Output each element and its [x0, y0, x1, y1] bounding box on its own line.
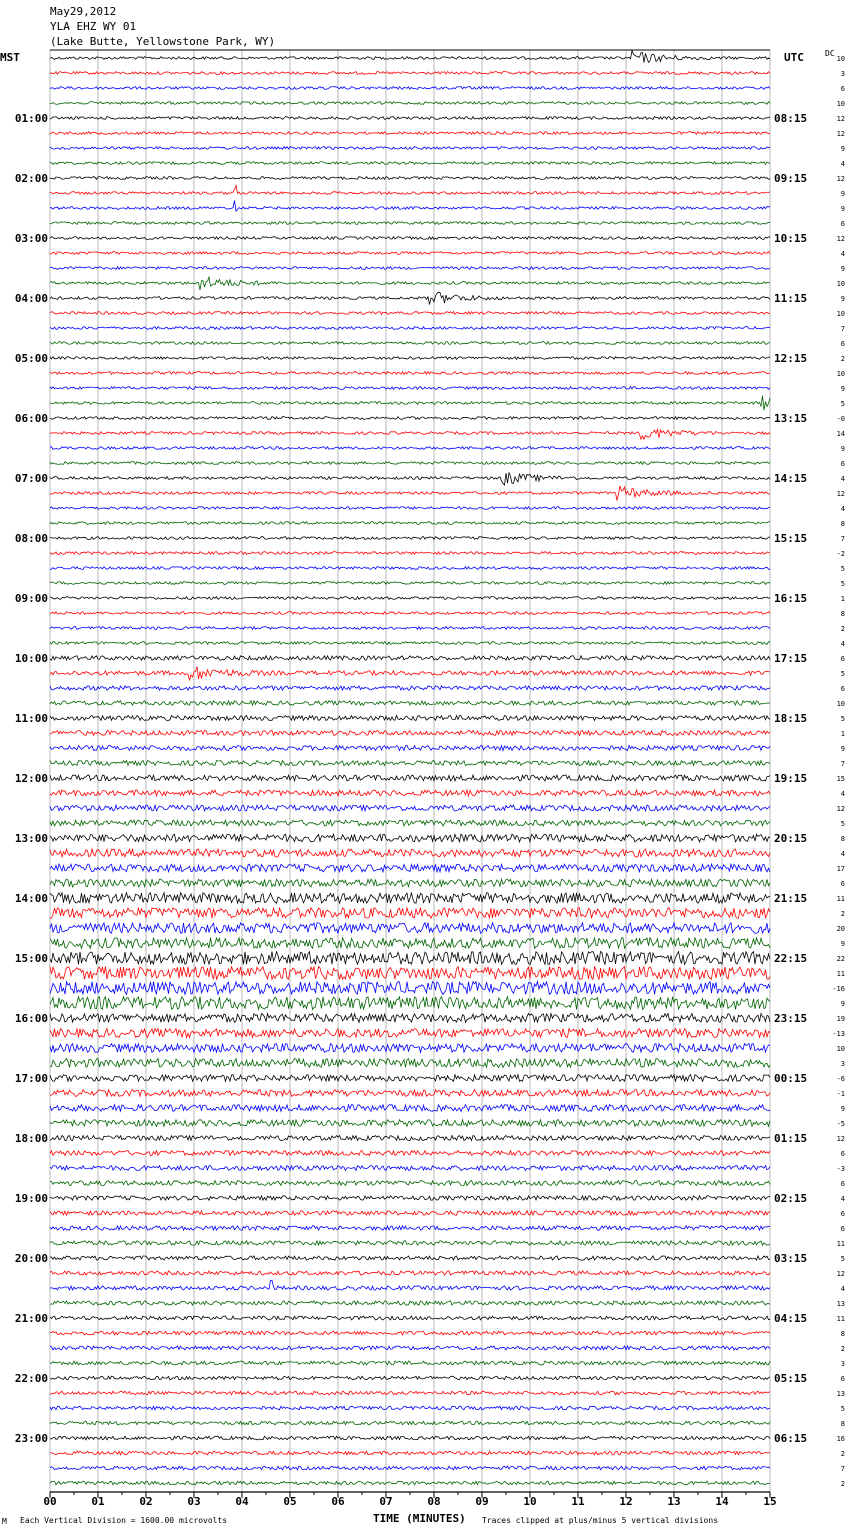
trace-line-91 — [50, 1421, 770, 1425]
trace-line-73 — [50, 1151, 770, 1156]
trace-line-25 — [50, 429, 770, 439]
right-hour-label-04:15: 04:15 — [774, 1312, 808, 1325]
dc-offset-label-55: 6 — [840, 880, 845, 888]
trace-line-1 — [50, 72, 770, 75]
trace-line-36 — [50, 597, 770, 600]
dc-offset-label-14: 9 — [840, 265, 845, 273]
footer-mark: M — [2, 1517, 7, 1526]
dc-offset-label-16: 9 — [840, 295, 845, 303]
trace-line-28 — [50, 472, 770, 485]
trace-line-23 — [50, 396, 770, 410]
right-hour-label-03:15: 03:15 — [774, 1252, 808, 1265]
dc-offset-label-69: -1 — [836, 1090, 845, 1098]
dc-offset-label-64: 19 — [836, 1015, 845, 1023]
dc-offset-label-43: 10 — [836, 700, 845, 708]
dc-offset-label-19: 6 — [840, 340, 845, 348]
dc-offset-label-53: 4 — [840, 850, 845, 858]
dc-offset-label-46: 9 — [840, 745, 845, 753]
trace-line-54 — [50, 864, 770, 872]
dc-offset-label-45: 1 — [840, 730, 845, 738]
trace-line-40 — [50, 656, 770, 660]
trace-line-20 — [50, 357, 770, 360]
trace-line-87 — [50, 1361, 770, 1365]
trace-line-7 — [50, 162, 770, 165]
trace-line-72 — [50, 1135, 770, 1140]
trace-line-30 — [50, 507, 770, 510]
x-tick-label-09: 09 — [475, 1495, 489, 1508]
trace-line-47 — [50, 760, 770, 765]
left-hour-label-22:00: 22:00 — [14, 1372, 48, 1385]
trace-line-39 — [50, 642, 770, 645]
left-hour-label-14:00: 14:00 — [14, 892, 48, 905]
trace-line-74 — [50, 1165, 770, 1170]
clip-note: Traces clipped at plus/minus 5 vertical divisions — [482, 1516, 719, 1525]
dc-offset-label-8: 12 — [836, 175, 845, 183]
trace-line-60 — [50, 952, 770, 965]
dc-offset-label-76: 4 — [840, 1195, 845, 1203]
dc-offset-label-26: 9 — [840, 445, 845, 453]
x-tick-label-12: 12 — [619, 1495, 633, 1508]
right-hour-label-22:15: 22:15 — [774, 952, 808, 965]
trace-line-52 — [50, 834, 770, 842]
dc-offset-label-82: 4 — [840, 1285, 845, 1293]
trace-line-64 — [50, 1014, 770, 1023]
right-hour-label-02:15: 02:15 — [774, 1192, 808, 1205]
right-hour-label-06:15: 06:15 — [774, 1432, 808, 1445]
trace-line-43 — [50, 701, 770, 705]
x-tick-label-04: 04 — [235, 1495, 249, 1508]
x-tick-label-11: 11 — [571, 1495, 585, 1508]
trace-line-53 — [50, 849, 770, 857]
trace-line-89 — [50, 1391, 770, 1395]
dc-offset-label-20: 2 — [840, 355, 845, 363]
trace-line-85 — [50, 1331, 770, 1335]
dc-offset-label-57: 2 — [840, 910, 845, 918]
left-hour-label-01:00: 01:00 — [14, 112, 48, 125]
trace-line-34 — [50, 567, 770, 570]
dc-offset-label-30: 4 — [840, 505, 845, 513]
right-hour-label-05:15: 05:15 — [774, 1372, 808, 1385]
trace-line-84 — [50, 1316, 770, 1320]
trace-line-6 — [50, 147, 770, 150]
right-hour-label-18:15: 18:15 — [774, 712, 808, 725]
trace-line-4 — [50, 117, 770, 120]
right-hour-label-17:15: 17:15 — [774, 652, 808, 665]
trace-line-77 — [50, 1211, 770, 1215]
dc-offset-label-23: 5 — [840, 400, 845, 408]
trace-line-24 — [50, 417, 770, 420]
trace-line-42 — [50, 686, 770, 690]
label-layer — [15, 55, 845, 1508]
dc-offset-label-85: 8 — [840, 1330, 845, 1338]
dc-offset-label-84: 11 — [836, 1315, 845, 1323]
dc-offset-label-6: 9 — [840, 145, 845, 153]
dc-offset-label-93: 2 — [840, 1450, 845, 1458]
dc-offset-label-17: 10 — [836, 310, 845, 318]
dc-offset-label-41: 5 — [840, 670, 845, 678]
dc-offset-label-62: -16 — [832, 985, 845, 993]
x-tick-label-14: 14 — [715, 1495, 729, 1508]
trace-line-22 — [50, 387, 770, 390]
trace-line-92 — [50, 1436, 770, 1440]
trace-line-14 — [50, 267, 770, 270]
dc-offset-label-89: 13 — [836, 1390, 845, 1398]
right-hour-label-13:15: 13:15 — [774, 412, 808, 425]
dc-offset-label-59: 9 — [840, 940, 845, 948]
dc-offset-label-37: 8 — [840, 610, 845, 618]
trace-line-45 — [50, 730, 770, 735]
trace-line-75 — [50, 1181, 770, 1186]
scale-note: Each Vertical Division = 1600.00 microvolts — [20, 1516, 228, 1525]
trace-line-58 — [50, 923, 770, 934]
dc-offset-label-65: -13 — [832, 1030, 845, 1038]
left-hour-label-16:00: 16:00 — [14, 1012, 48, 1025]
trace-line-68 — [50, 1075, 770, 1082]
trace-line-78 — [50, 1226, 770, 1230]
dc-offset-label-80: 5 — [840, 1255, 845, 1263]
dc-offset-label-92: 16 — [836, 1435, 845, 1443]
trace-line-13 — [50, 252, 770, 255]
dc-offset-label-32: 7 — [840, 535, 845, 543]
trace-line-31 — [50, 522, 770, 525]
dc-offset-label-56: 11 — [836, 895, 845, 903]
dc-offset-label-11: 6 — [840, 220, 845, 228]
trace-line-41 — [50, 667, 770, 681]
trace-line-5 — [50, 132, 770, 135]
trace-line-38 — [50, 627, 770, 630]
dc-offset-label-90: 5 — [840, 1405, 845, 1413]
dc-offset-label-15: 10 — [836, 280, 845, 288]
dc-offset-label-68: -6 — [836, 1075, 845, 1083]
dc-offset-label-5: 12 — [836, 130, 845, 138]
dc-offset-label-91: 8 — [840, 1420, 845, 1428]
trace-line-63 — [50, 997, 770, 1010]
left-hour-label-12:00: 12:00 — [14, 772, 48, 785]
trace-line-0 — [50, 51, 770, 63]
dc-offset-label-38: 2 — [840, 625, 845, 633]
right-hour-label-09:15: 09:15 — [774, 172, 808, 185]
right-hour-label-10:15: 10:15 — [774, 232, 808, 245]
dc-offset-label-24: -0 — [836, 415, 845, 423]
trace-line-55 — [50, 879, 770, 887]
right-hour-label-00:15: 00:15 — [774, 1072, 808, 1085]
trace-line-27 — [50, 462, 770, 465]
trace-line-80 — [50, 1256, 770, 1260]
dc-offset-label-72: 12 — [836, 1135, 845, 1143]
left-hour-label-20:00: 20:00 — [14, 1252, 48, 1265]
left-hour-label-17:00: 17:00 — [14, 1072, 48, 1085]
left-hour-label-04:00: 04:00 — [14, 292, 48, 305]
x-tick-label-03: 03 — [187, 1495, 201, 1508]
dc-offset-label-48: 15 — [836, 775, 845, 783]
x-tick-label-02: 02 — [139, 1495, 153, 1508]
trace-layer — [50, 51, 770, 1485]
trace-line-9 — [50, 186, 770, 195]
left-hour-label-06:00: 06:00 — [14, 412, 48, 425]
dc-offset-label-71: -5 — [836, 1120, 845, 1128]
dc-offset-label-52: 8 — [840, 835, 845, 843]
trace-line-12 — [50, 237, 770, 240]
x-tick-label-06: 06 — [331, 1495, 345, 1508]
dc-offset-label-81: 12 — [836, 1270, 845, 1278]
trace-line-48 — [50, 775, 770, 781]
trace-line-76 — [50, 1196, 770, 1200]
dc-offset-label-95: 2 — [840, 1480, 845, 1488]
dc-offset-label-25: 14 — [836, 430, 845, 438]
trace-line-90 — [50, 1406, 770, 1410]
dc-offset-label-73: 6 — [840, 1150, 845, 1158]
trace-line-37 — [50, 612, 770, 615]
right-hour-label-12:15: 12:15 — [774, 352, 808, 365]
plot-date: May29,2012 — [50, 5, 117, 18]
trace-line-70 — [50, 1105, 770, 1112]
right-hour-label-16:15: 16:15 — [774, 592, 808, 605]
left-hour-label-19:00: 19:00 — [14, 1192, 48, 1205]
trace-line-59 — [50, 938, 770, 949]
dc-offset-label-54: 17 — [836, 865, 845, 873]
x-tick-label-10: 10 — [523, 1495, 537, 1508]
dc-offset-label-34: 5 — [840, 565, 845, 573]
trace-line-33 — [50, 552, 770, 555]
dc-offset-label-70: 9 — [840, 1105, 845, 1113]
trace-line-8 — [50, 177, 770, 180]
dc-offset-label-29: 12 — [836, 490, 845, 498]
dc-offset-label-58: 20 — [836, 925, 845, 933]
trace-line-95 — [50, 1481, 770, 1485]
trace-line-15 — [50, 277, 770, 290]
trace-line-46 — [50, 745, 770, 750]
trace-line-66 — [50, 1044, 770, 1053]
left-hour-label-08:00: 08:00 — [14, 532, 48, 545]
dc-offset-label-75: 6 — [840, 1180, 845, 1188]
trace-line-71 — [50, 1120, 770, 1127]
trace-line-93 — [50, 1451, 770, 1455]
dc-offset-label-67: 3 — [840, 1060, 845, 1068]
dc-offset-label-1: 3 — [840, 70, 845, 78]
left-hour-label-18:00: 18:00 — [14, 1132, 48, 1145]
dc-offset-label-49: 4 — [840, 790, 845, 798]
trace-line-2 — [50, 87, 770, 90]
trace-line-61 — [50, 967, 770, 980]
dc-offset-label-42: 6 — [840, 685, 845, 693]
left-hour-label-02:00: 02:00 — [14, 172, 48, 185]
x-axis-title: TIME (MINUTES) — [373, 1512, 466, 1525]
left-hour-label-09:00: 09:00 — [14, 592, 48, 605]
dc-offset-label-21: 10 — [836, 370, 845, 378]
dc-offset-label-51: 5 — [840, 820, 845, 828]
dc-offset-label-74: -3 — [836, 1165, 845, 1173]
left-hour-label-05:00: 05:00 — [14, 352, 48, 365]
trace-line-3 — [50, 102, 770, 105]
dc-offset-label-60: 22 — [836, 955, 845, 963]
dc-offset-label-27: 6 — [840, 460, 845, 468]
trace-line-10 — [50, 201, 770, 212]
trace-line-65 — [50, 1029, 770, 1038]
dc-offset-label-36: 1 — [840, 595, 845, 603]
right-hour-label-01:15: 01:15 — [774, 1132, 808, 1145]
trace-line-21 — [50, 372, 770, 375]
dc-offset-label-2: 6 — [840, 85, 845, 93]
left-hour-label-23:00: 23:00 — [14, 1432, 48, 1445]
dc-offset-label-4: 12 — [836, 115, 845, 123]
trace-line-69 — [50, 1090, 770, 1097]
trace-line-35 — [50, 582, 770, 585]
dc-offset-label-50: 12 — [836, 805, 845, 813]
x-tick-label-13: 13 — [667, 1495, 681, 1508]
dc-offset-label-33: -2 — [836, 550, 845, 558]
dc-offset-label-78: 6 — [840, 1225, 845, 1233]
trace-line-82 — [50, 1281, 770, 1291]
x-tick-label-00: 00 — [43, 1495, 57, 1508]
dc-offset-label-0: 10 — [836, 55, 845, 63]
trace-line-18 — [50, 327, 770, 330]
trace-line-11 — [50, 222, 770, 225]
right-hour-label-11:15: 11:15 — [774, 292, 808, 305]
trace-line-94 — [50, 1466, 770, 1470]
dc-offset-label-18: 7 — [840, 325, 845, 333]
trace-line-83 — [50, 1301, 770, 1305]
right-timezone-label: UTC — [784, 51, 804, 64]
right-hour-label-23:15: 23:15 — [774, 1012, 808, 1025]
x-tick-label-07: 07 — [379, 1495, 393, 1508]
trace-line-86 — [50, 1346, 770, 1350]
right-hour-label-19:15: 19:15 — [774, 772, 808, 785]
trace-line-79 — [50, 1241, 770, 1245]
left-hour-label-21:00: 21:00 — [14, 1312, 48, 1325]
dc-offset-label-39: 4 — [840, 640, 845, 648]
dc-offset-label-7: 4 — [840, 160, 845, 168]
left-hour-label-03:00: 03:00 — [14, 232, 48, 245]
dc-offset-label-87: 3 — [840, 1360, 845, 1368]
trace-line-88 — [50, 1376, 770, 1380]
trace-line-62 — [50, 982, 770, 995]
x-tick-label-15: 15 — [763, 1495, 777, 1508]
dc-offset-label-10: 9 — [840, 205, 845, 213]
left-hour-label-15:00: 15:00 — [14, 952, 48, 965]
trace-line-57 — [50, 908, 770, 919]
dc-offset-label-40: 6 — [840, 655, 845, 663]
trace-line-56 — [50, 893, 770, 904]
dc-offset-label-13: 4 — [840, 250, 845, 258]
trace-line-50 — [50, 805, 770, 811]
trace-line-44 — [50, 715, 770, 720]
dc-offset-label-61: 11 — [836, 970, 845, 978]
trace-line-29 — [50, 486, 770, 501]
dc-offset-label-94: 7 — [840, 1465, 845, 1473]
dc-offset-label-63: 9 — [840, 1000, 845, 1008]
left-hour-label-07:00: 07:00 — [14, 472, 48, 485]
trace-line-17 — [50, 312, 770, 315]
trace-line-32 — [50, 537, 770, 540]
station-id: YLA EHZ WY 01 — [50, 20, 137, 33]
dc-offset-label-35: 5 — [840, 580, 845, 588]
dc-offset-label-22: 9 — [840, 385, 845, 393]
dc-offset-label-12: 12 — [836, 235, 845, 243]
dc-column-label: DC — [825, 49, 835, 58]
left-hour-label-10:00: 10:00 — [14, 652, 48, 665]
trace-line-51 — [50, 820, 770, 826]
station-location: (Lake Butte, Yellowstone Park, WY) — [50, 35, 276, 48]
left-hour-label-13:00: 13:00 — [14, 832, 48, 845]
trace-line-49 — [50, 790, 770, 796]
dc-offset-label-83: 13 — [836, 1300, 845, 1308]
trace-line-26 — [50, 447, 770, 450]
dc-offset-label-77: 6 — [840, 1210, 845, 1218]
dc-offset-label-86: 2 — [840, 1345, 845, 1353]
dc-offset-label-47: 7 — [840, 760, 845, 768]
dc-offset-label-31: 8 — [840, 520, 845, 528]
dc-offset-label-88: 6 — [840, 1375, 845, 1383]
dc-offset-label-79: 11 — [836, 1240, 845, 1248]
right-hour-label-15:15: 15:15 — [774, 532, 808, 545]
x-tick-label-01: 01 — [91, 1495, 105, 1508]
trace-line-16 — [50, 292, 770, 304]
right-hour-label-14:15: 14:15 — [774, 472, 808, 485]
dc-offset-label-3: 10 — [836, 100, 845, 108]
dc-offset-label-44: 5 — [840, 715, 845, 723]
right-hour-label-20:15: 20:15 — [774, 832, 808, 845]
trace-line-67 — [50, 1059, 770, 1068]
dc-offset-label-9: 9 — [840, 190, 845, 198]
right-hour-label-21:15: 21:15 — [774, 892, 808, 905]
x-tick-label-08: 08 — [427, 1495, 441, 1508]
x-tick-label-05: 05 — [283, 1495, 297, 1508]
dc-offset-label-28: 4 — [840, 475, 845, 483]
right-hour-label-08:15: 08:15 — [774, 112, 808, 125]
trace-line-81 — [50, 1271, 770, 1275]
trace-line-19 — [50, 342, 770, 345]
left-timezone-label: MST — [0, 51, 20, 64]
left-hour-label-11:00: 11:00 — [14, 712, 48, 725]
dc-offset-label-66: 10 — [836, 1045, 845, 1053]
